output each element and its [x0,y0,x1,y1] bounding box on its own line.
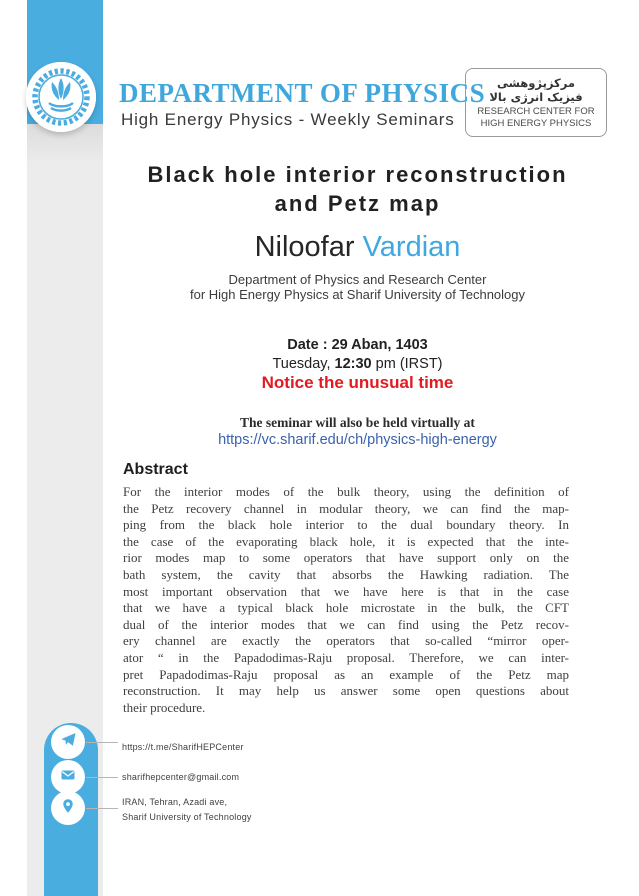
seminar-hour: 12:30 [334,355,372,372]
telegram-plane-icon [60,731,77,753]
envelope-icon [60,767,76,788]
telegram-link[interactable]: https://t.me/SharifHEPCenter [122,742,244,752]
virtual-note: The seminar will also be held virtually at [240,415,475,430]
address-line2: Sharif University of Technology [122,812,252,822]
university-logo [26,62,96,132]
location-connector-line [86,808,118,809]
research-center-english-line1: RESEARCH CENTER FOR [477,106,595,117]
speaker-last-name: Vardian [362,231,461,263]
abstract-line: that we have a typical black hole microstate in the bulk, the CFT [123,600,569,616]
abstract-line: ping from the black hole interior to the dual boundary theory. In [123,517,569,533]
sharif-university-seal-icon [26,62,96,132]
abstract-line: their procedure. [123,699,206,715]
telegram-button[interactable] [51,725,85,759]
location-button[interactable] [51,791,85,825]
virtual-block [105,414,610,449]
research-center-farsi-line1: مرکزپژوهشی [496,76,576,90]
talk-title-line2: and Petz map [274,191,441,216]
email-address[interactable]: sharifhepcenter@gmail.com [122,772,240,782]
abstract-line: reconstruction. It may help us answer some open questions about [123,683,569,699]
abstract-line: rior modes map to some operators that have support only on the [123,550,569,566]
seminar-timezone: pm (IRST) [375,355,443,372]
seminar-series-subtitle: High Energy Physics - Weekly Seminars [121,110,455,129]
abstract-section [123,460,569,716]
research-center-farsi-line2: فیزیک انرژی بالا [489,90,583,104]
address-line1: IRAN, Tehran, Azadi ave, [122,797,228,807]
abstract-line: the case of the evaporating black hole, it is expected that the inte- [123,533,569,549]
seminar-time [105,355,610,374]
abstract-line: most important observation that we have here is that in the case [123,583,569,599]
abstract-heading: Abstract [123,461,188,478]
telegram-connector-line [86,742,118,743]
affiliation-line1: Department of Physics and Research Center [228,272,487,287]
postal-address [122,795,252,825]
unusual-time-notice: Notice the unusual time [261,373,454,392]
email-button[interactable] [51,760,85,794]
abstract-line: the Petz recovery channel in modular theory, we can find the map- [123,500,569,516]
talk-title [105,160,610,218]
abstract-line: bath system, the cavity that absorbs the Hawking radiation. The [123,566,569,582]
map-pin-icon [60,798,76,819]
seminar-day: Tuesday, [272,355,331,372]
abstract-line: pret Papadodimas-Raju proposal as an example of the Petz map [123,666,569,682]
schedule-block [105,336,610,393]
abstract-body [123,484,569,716]
abstract-line: ator “ in the Papadodimas-Raju proposal. Therefore, we can inter- [123,649,569,665]
speaker-name [105,231,610,263]
virtual-meeting-link[interactable]: https://vc.sharif.edu/ch/physics-high-energy [218,432,497,448]
affiliation-line2: for High Energy Physics at Sharif University of Technology [189,287,526,302]
research-center-english-line2: HIGH ENERGY PHYSICS [480,117,592,129]
department-title: DEPARTMENT OF PHYSICS [119,78,486,108]
talk-title-line1: Black hole interior reconstruction [147,162,568,187]
abstract-line: dual of the interior modes that we can find using the Petz recov- [123,616,569,632]
research-center-box [465,68,607,137]
speaker-first-name: Niloofar [254,231,355,263]
abstract-line: ery channel are exactly the operators that so-called “mirror oper- [123,633,569,649]
speaker-affiliation [105,272,610,302]
abstract-line: For the interior modes of the bulk theory, using the definition of [123,484,569,499]
seminar-date: Date : 29 Aban, 1403 [287,337,428,353]
email-connector-line [86,777,118,778]
